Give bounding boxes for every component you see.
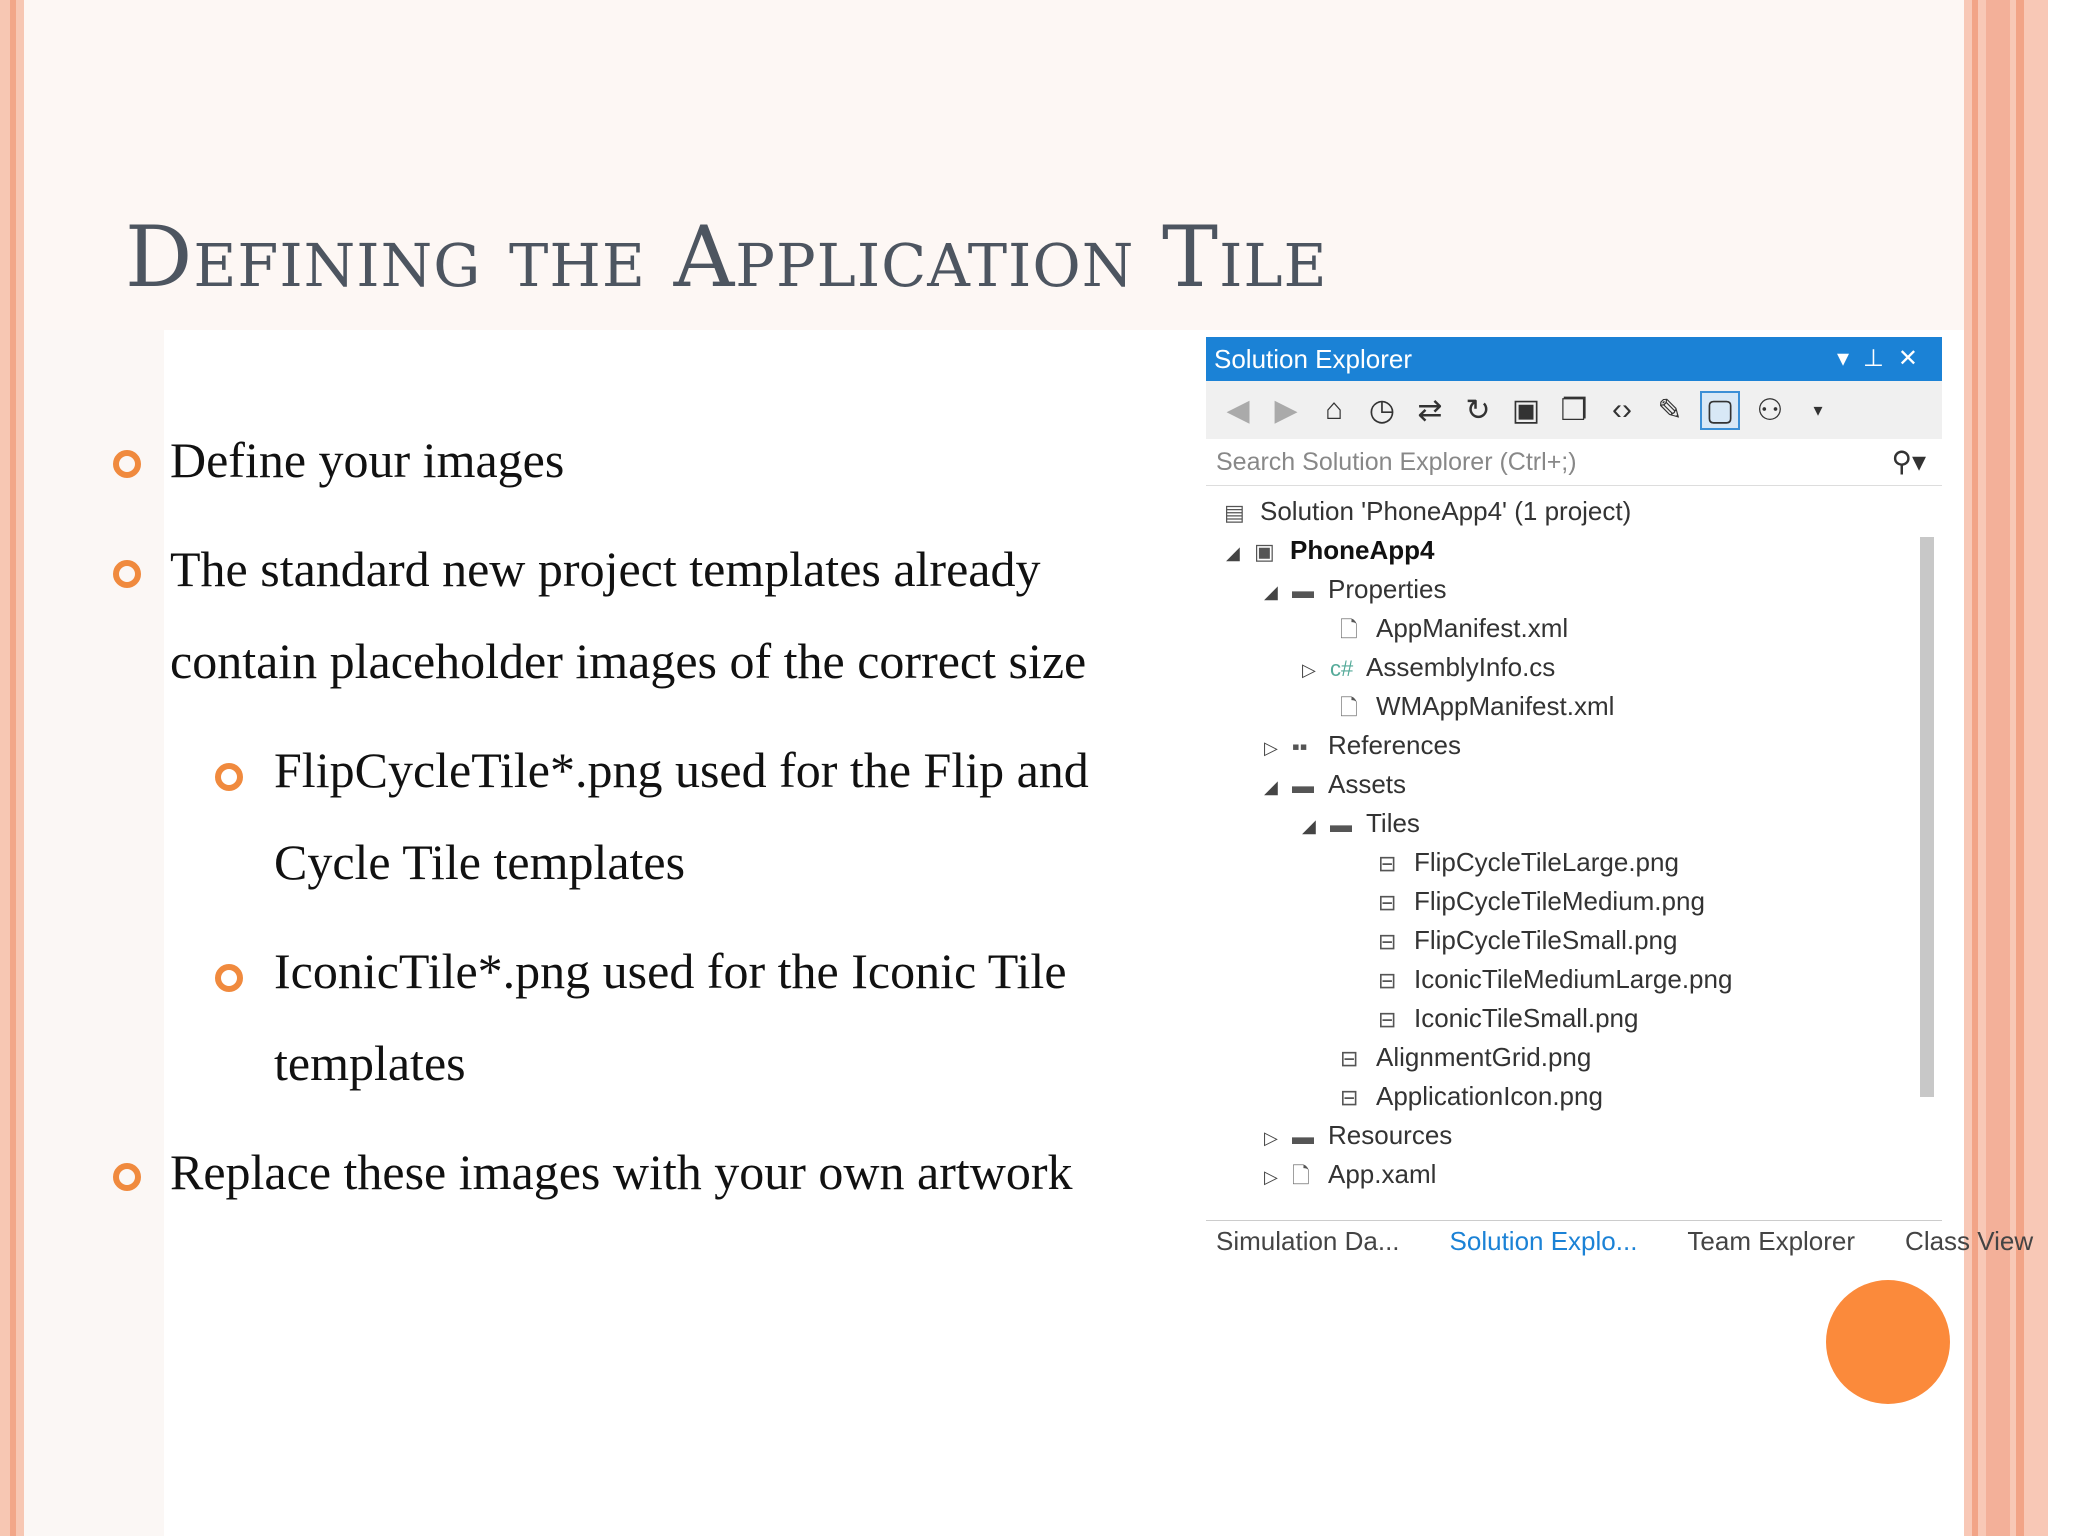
bullet-1: Define your images — [170, 432, 565, 488]
right-border-stripe — [1964, 0, 2048, 1536]
bullet-dot — [113, 450, 141, 478]
preview-icon[interactable]: ▢ — [1700, 391, 1740, 430]
solution-explorer-titlebar — [1206, 337, 1942, 381]
tab-team-explorer[interactable]: Team Explorer — [1687, 1226, 1856, 1256]
bullet-3: Replace these images with your own artwork — [170, 1144, 1073, 1200]
references-icon: ▪▪ — [1292, 734, 1308, 759]
solution-explorer-title: Solution Explorer — [1214, 344, 1412, 374]
solution-explorer-toolbar — [1206, 381, 1942, 439]
tree-item[interactable]: ◢ ▬ Assets — [1264, 765, 1406, 804]
home-icon[interactable]: ⌂ — [1324, 393, 1344, 426]
collapsed-arrow-icon[interactable]: ▷ — [1264, 1128, 1278, 1148]
view-code-icon[interactable]: ‹› — [1612, 393, 1632, 426]
image-file-icon: ⊟ — [1340, 1046, 1359, 1071]
tree-item[interactable]: ◢ ▬ Tiles — [1302, 804, 1420, 843]
vertical-scrollbar[interactable] — [1920, 497, 1934, 1187]
tree-item[interactable]: ⊟ IconicTileMediumLarge.png — [1378, 960, 1732, 999]
tree-item[interactable]: ⊟ IconicTileSmall.png — [1378, 999, 1638, 1038]
xml-file-icon: 🗋 — [1340, 617, 1358, 642]
collapsed-arrow-icon[interactable]: ▷ — [1302, 660, 1316, 680]
tree-item[interactable]: 🗋 AppManifest.xml — [1340, 609, 1568, 648]
history-icon[interactable]: ◷ — [1368, 393, 1396, 427]
tree-item[interactable]: ⊟ ApplicationIcon.png — [1340, 1077, 1603, 1116]
xml-file-icon: 🗋 — [1340, 695, 1358, 720]
refresh-icon[interactable]: ↻ — [1465, 393, 1491, 427]
folder-icon: ▬ — [1292, 578, 1314, 603]
scrollbar-thumb[interactable] — [1920, 537, 1934, 1097]
image-file-icon: ⊟ — [1378, 929, 1397, 954]
tree-item[interactable]: ▷ 🗋 App.xaml — [1264, 1155, 1436, 1194]
image-file-icon: ⊟ — [1378, 851, 1397, 876]
tree-item[interactable]: ◢ ▬ Properties — [1264, 570, 1447, 609]
bullet-dot — [113, 1163, 141, 1191]
sub-bullet-2-line2: templates — [274, 1035, 466, 1091]
bullet-dot — [113, 560, 141, 588]
sub-bullet-dot — [215, 763, 243, 791]
sync-icon[interactable]: ⇄ — [1417, 393, 1443, 427]
pin-icon[interactable]: ⊥ — [1862, 345, 1898, 372]
sub-bullet-dot — [215, 964, 243, 992]
tree-item[interactable]: ⊟ AlignmentGrid.png — [1340, 1038, 1591, 1077]
bottom-tabs — [1206, 1220, 2034, 1256]
image-file-icon: ⊟ — [1378, 1007, 1397, 1032]
tree-item[interactable]: ▷ c# AssemblyInfo.cs — [1302, 648, 1555, 687]
toolbar-overflow-icon[interactable]: ▾ — [1813, 399, 1823, 420]
bullet-background — [24, 330, 164, 1536]
search-icon[interactable]: ⚲▾ — [1891, 446, 1926, 477]
tree-item[interactable]: ⊟ FlipCycleTileMedium.png — [1378, 882, 1705, 921]
copy-icon[interactable]: ❐ — [1560, 393, 1588, 427]
folder-icon: ▬ — [1292, 1124, 1314, 1149]
tree-item[interactable]: ▷ ▬ Resources — [1264, 1116, 1452, 1155]
forward-icon[interactable]: ▶ — [1274, 393, 1298, 427]
bullet-2-line2: contain placeholder images of the correct size — [170, 633, 1087, 689]
tree-item[interactable]: 🗋 WMAppManifest.xml — [1340, 687, 1614, 726]
class-diagram-icon[interactable]: ⚇ — [1756, 393, 1784, 427]
expanded-arrow-icon[interactable]: ◢ — [1302, 816, 1316, 836]
xaml-file-icon: 🗋 — [1292, 1163, 1310, 1188]
sub-bullet-1-line1: FlipCycleTile*.png used for the Flip and — [274, 742, 1089, 798]
tree-item[interactable]: ▷ ▪▪ References — [1264, 726, 1461, 765]
image-file-icon: ⊟ — [1378, 890, 1397, 915]
tree-item[interactable]: ▤ Solution 'PhoneApp4' (1 project) — [1224, 492, 1631, 531]
tree-item[interactable]: ⊟ FlipCycleTileSmall.png — [1378, 921, 1677, 960]
left-border-line — [10, 0, 16, 1536]
collapsed-arrow-icon[interactable]: ▷ — [1264, 738, 1278, 758]
tab-solution-explorer[interactable]: Solution Explo... — [1449, 1226, 1638, 1256]
folder-icon: ▬ — [1292, 773, 1314, 798]
solution-icon: ▤ — [1224, 500, 1245, 525]
solution-explorer-panel — [1206, 337, 2034, 1256]
dropdown-icon[interactable]: ▾ — [1836, 345, 1863, 372]
window-controls — [1837, 337, 1932, 381]
folder-icon: ▬ — [1330, 812, 1352, 837]
search-solution-explorer[interactable]: Search Solution Explorer (Ctrl+;) ⚲▾ — [1206, 439, 1942, 486]
back-icon[interactable]: ◀ — [1226, 393, 1250, 427]
tree-item[interactable]: ◢ ▣ PhoneApp4 — [1226, 531, 1434, 570]
tree-item[interactable]: ⊟ FlipCycleTileLarge.png — [1378, 843, 1679, 882]
expanded-arrow-icon[interactable]: ◢ — [1264, 777, 1278, 797]
project-icon: ▣ — [1254, 539, 1275, 564]
bullet-2-line1: The standard new project templates already — [170, 541, 1041, 597]
sub-bullet-2-line1: IconicTile*.png used for the Iconic Tile — [274, 943, 1067, 999]
csharp-file-icon: c# — [1330, 656, 1354, 681]
decorative-orange-circle — [1826, 1280, 1950, 1404]
collapsed-arrow-icon[interactable]: ▷ — [1264, 1167, 1278, 1187]
expanded-arrow-icon[interactable]: ◢ — [1264, 582, 1278, 602]
image-file-icon: ⊟ — [1378, 968, 1397, 993]
tab-simulation[interactable]: Simulation Da... — [1216, 1226, 1400, 1256]
properties-icon[interactable]: ✎ — [1657, 393, 1683, 427]
collapse-all-icon[interactable]: ▣ — [1511, 393, 1541, 427]
expanded-arrow-icon[interactable]: ◢ — [1226, 543, 1240, 563]
close-icon[interactable]: ✕ — [1897, 345, 1932, 372]
sub-bullet-1-line2: Cycle Tile templates — [274, 834, 686, 890]
image-file-icon: ⊟ — [1340, 1085, 1359, 1110]
slide-title: Defining the Application Tile — [125, 208, 1328, 306]
tab-class-view[interactable]: Class View — [1905, 1226, 2034, 1256]
